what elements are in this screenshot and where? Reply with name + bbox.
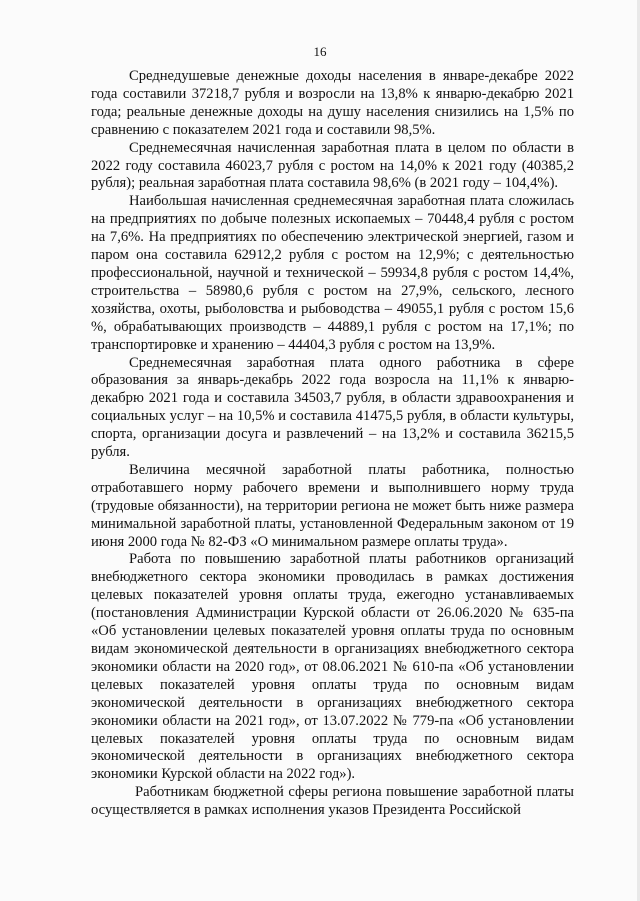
page-number: 16 <box>313 44 327 59</box>
paragraph-public-sector-salary: Среднемесячная заработная плата одного работника в сфере образования за январь-декабрь 2022 года возросла на 11,1% к январю-декабрю 2021 года и составила 34503,7 рубля, в области здравоохранения и социальных услуг – на 10,5% и составила 41475,5 рубля, в области культуры, спорта, организации досуга и развлечений – на 13,2% и составила 36215,5 рубля. <box>91 354 574 461</box>
paragraph-per-capita-income: Среднедушевые денежные доходы населения в январе-декабре 2022 года составили 37218,7 рубля и возросли на 13,8% к январю-декабрю 2021 года; реальные денежные доходы на душу населения снизились на 1,5% по сравнению с показателем 2021 года и составили 98,5%. <box>91 68 574 138</box>
paragraph-minimum-wage: Величина месячной заработной платы работника, полностью отработавшего норму рабочего времени и выполнившего норму труда (трудовые обязанности), на территории региона не может быть ниже размера минимальной заработной платы, установленной Федеральным законом от 19 июня 2000 года № 82-ФЗ «О минимальном размере оплаты труда». <box>91 461 574 550</box>
document-body <box>91 68 574 820</box>
paragraph-target-indicators: Работа по повышению заработной платы работников организаций внебюджетного сектора экономики проводилась в рамках достижения целевых показателей уровня оплаты труда, ежегодно устанавливаемых (постановления Администрации Курской области от 26.06.2020 № 635-па «Об установлении целевых показателей уровня оплаты труда по основным видам экономической деятельности в организациях внебюджетного сектора экономики области на 2020 год», от 08.06.2021 № 610-па «Об установлении целевых показателей уровня оплаты труда по основным видам экономической деятельности в организациях внебюджетного сектора экономики области на 2021 год», от 13.07.2022 № 779-па «Об установлении целевых показателей уровня оплаты труда по основным видам экономической деятельности в организациях внебюджетного сектора экономики Курской области на 2022 год»). <box>91 551 574 783</box>
paragraph-highest-salary-sectors: Наибольшая начисленная среднемесячная заработная плата сложилась на предприятиях по добыче полезных ископаемых – 70448,4 рубля с ростом на 7,6%. На предприятиях по обеспечению электрической энергией, газом и паром она составила 62912,2 рубля с ростом на 12,9%; с деятельностью профессиональной, научной и технической – 59934,8 рубля с ростом 14,4%, строительства – 58980,6 рубля с ростом на 27,9%, сельского, лесного хозяйства, охоты, рыболовства и рыбоводства – 49055,1 рубля с ростом 15,6 %, обрабатывающих производств – 44889,1 рубля с ростом на 17,1%; по транспортировке и хранению – 44404,3 рубля с ростом на 13,9%. <box>91 193 574 353</box>
paragraph-average-salary: Среднемесячная начисленная заработная плата в целом по области в 2022 году составила 46023,7 рубля с ростом на 14,0% к 2021 году (40385,2 рубля); реальная заработная плата составила 98,6% (в 2021 году – 104,4%). <box>91 139 574 192</box>
paragraph-budget-sector: Работникам бюджетной сферы региона повышение заработной платы осуществляется в рамках исполнения указов Президента Российской <box>91 784 574 819</box>
